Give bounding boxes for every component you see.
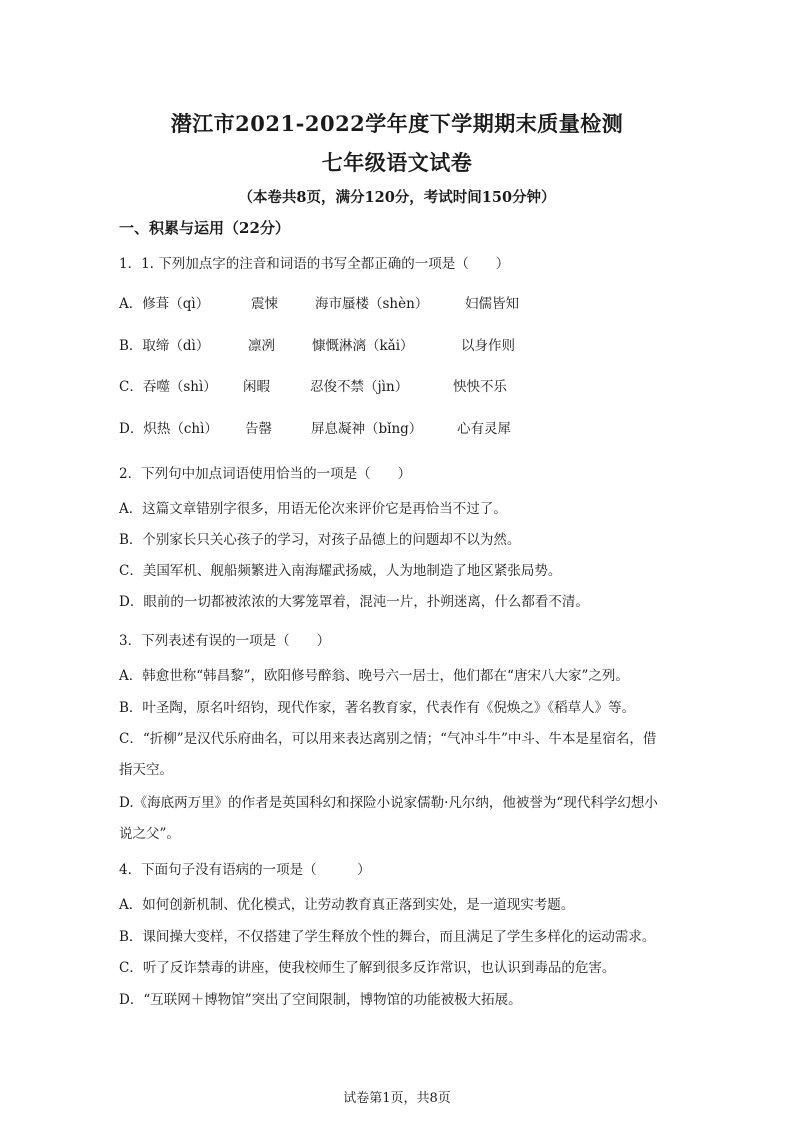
q3-line-c2: 指天空。 bbox=[119, 762, 173, 778]
q2-option-d: D．眼前的一切都被浓浓的大雾笼罩着，混沌一片，扑朔迷离，什么都看不清。 bbox=[119, 594, 589, 610]
page-footer: 试卷第1页，共8页 bbox=[343, 1091, 451, 1106]
q4-option-c: C．听了反诈禁毒的讲座，使我校师生了解到很多反诈常识，也认识到毒品的危害。 bbox=[119, 960, 616, 976]
q1-d-col1: D．炽热（chì） bbox=[119, 421, 218, 437]
q1-a-col3: 海市蜃楼（shèn） bbox=[315, 296, 429, 312]
q4-option-a: A．如何创新机制、优化模式，让劳动教育真正落到实处，是一道现实考题。 bbox=[119, 897, 575, 913]
q1-c-col3: 忍俊不禁（jìn） bbox=[310, 379, 409, 395]
q1-b-col2: 凛冽 bbox=[248, 338, 275, 354]
section-heading: 一、积累与运用（22分） bbox=[119, 219, 290, 237]
q1-d-col2: 告罄 bbox=[245, 421, 272, 437]
q1-option-c bbox=[119, 375, 679, 395]
q1-b-col4: 以身作则 bbox=[461, 338, 515, 354]
q1-b-col3: 慷慨淋漓（kǎi） bbox=[312, 338, 414, 354]
q1-a-col2: 震悚 bbox=[251, 296, 278, 312]
q1-c-col1: C．吞噬（shì） bbox=[119, 379, 217, 395]
q3-line-d1: D.《海底两万里》的作者是英国科幻和探险小说家儒勒·凡尔纳，他被誉为“现代科学幻想小 bbox=[119, 795, 658, 811]
q1-c-col2: 闲暇 bbox=[243, 379, 270, 395]
q1-b-col1: B．取缔（dì） bbox=[119, 338, 210, 354]
question-3-stem: 3．下列表述有误的一项是（ ） bbox=[119, 633, 331, 649]
q1-c-col4: 怏怏不乐 bbox=[453, 379, 507, 395]
q2-option-a: A．这篇文章错别字很多，用语无伦次来评价它是再恰当不过了。 bbox=[119, 501, 507, 517]
q3-line-c1: C．“折柳”是汉代乐府曲名，可以用来表达离别之情；“气冲斗牛”中斗、牛本是星宿名，借 bbox=[119, 731, 657, 747]
exam-subtitle: 七年级语文试卷 bbox=[321, 150, 473, 175]
q1-option-a bbox=[119, 292, 679, 312]
q4-option-d: D．“互联网＋博物馆”突出了空间限制，博物馆的功能被极大拓展。 bbox=[119, 992, 522, 1008]
q3-line-d2: 说之父”。 bbox=[119, 826, 180, 842]
q1-d-col4: 心有灵犀 bbox=[457, 421, 511, 437]
q3-line-a: A．韩愈世称“韩昌黎”，欧阳修号醉翁、晚号六一居士，他们都在“唐宋八大家”之列。 bbox=[119, 668, 629, 684]
q1-a-col1: A．修葺（qì） bbox=[119, 296, 210, 312]
q2-option-b: B．个别家长只关心孩子的学习，对孩子品德上的问题却不以为然。 bbox=[119, 532, 521, 548]
q1-a-col4: 妇儒皆知 bbox=[465, 296, 519, 312]
exam-title: 潜江市2021-2022学年度下学期期末质量检测 bbox=[170, 111, 624, 136]
q1-d-col3: 屏息凝神（bǐng） bbox=[311, 421, 423, 437]
q4-option-b: B．课间操大变样，不仅搭建了学生释放个性的舞台，而且满足了学生多样化的运动需求。 bbox=[119, 929, 656, 945]
q3-line-b: B．叶圣陶，原名叶绍钧，现代作家，著名教育家，代表作有《倪焕之》《稻草人》等。 bbox=[119, 700, 636, 716]
question-2-stem: 2．下列句中加点词语使用恰当的一项是（ ） bbox=[119, 466, 412, 482]
exam-note: （本卷共8页，满分120分，考试时间150分钟） bbox=[238, 189, 556, 206]
q2-option-c: C．美国军机、舰船频繁进入南海耀武扬威，人为地制造了地区紧张局势。 bbox=[119, 563, 562, 579]
question-1-stem: 1．1. 下列加点字的注音和词语的书写全都正确的一项是（ ） bbox=[119, 256, 510, 272]
q1-option-d bbox=[119, 417, 679, 437]
question-4-stem: 4．下面句子没有语病的一项是（ ） bbox=[119, 862, 371, 878]
q1-option-b bbox=[119, 334, 679, 354]
